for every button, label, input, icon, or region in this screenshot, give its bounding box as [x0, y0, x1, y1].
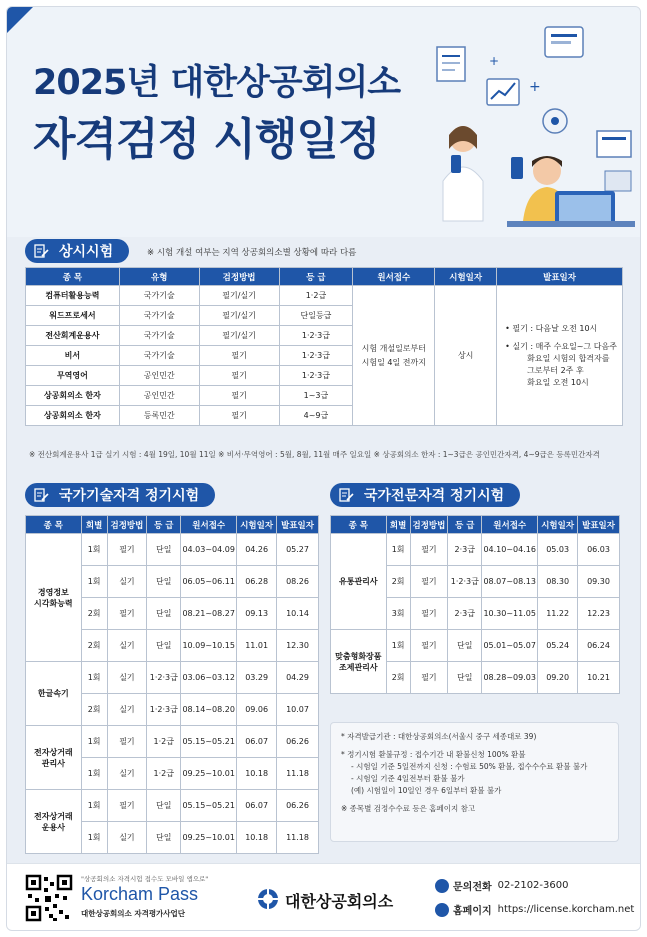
col-header: 종 목 [331, 516, 387, 534]
result: 10.07 [277, 694, 319, 726]
apply: 08.07~08.13 [482, 566, 538, 598]
notes-box [330, 722, 619, 842]
table-row [26, 726, 319, 758]
method: 필기 [107, 726, 147, 758]
poster [6, 6, 641, 931]
col-header: 종 목 [26, 268, 120, 286]
exam-name-line: 맞춤형화장품 [335, 651, 382, 661]
exam-type: 국가기술 [119, 326, 199, 346]
section-heading-national [25, 483, 215, 507]
round: 1회 [386, 534, 410, 566]
round: 1회 [81, 790, 107, 822]
exam-name: 비서 [26, 346, 120, 366]
method: 필기 [410, 598, 448, 630]
col-header: 유형 [119, 268, 199, 286]
section-heading-regular [25, 239, 129, 263]
exam-name: 전산회계운용사 [26, 326, 120, 346]
exam-name-line: 관리사 [41, 758, 65, 768]
apply: 06.05~06.11 [181, 566, 237, 598]
exam: 06.07 [237, 726, 277, 758]
note-line: (예) 시험일이 10일인 경우 6일부터 환불 불가 [351, 786, 502, 795]
table-header-row [26, 268, 623, 286]
exam-type: 국가기술 [119, 346, 199, 366]
method: 실기 [107, 662, 147, 694]
method: 필기 [107, 598, 147, 630]
document-pen-icon [33, 487, 49, 503]
col-header: 시험일자 [538, 516, 578, 534]
regular-note: ※ 시험 개설 여부는 지역 상공회의소별 상황에 따라 다름 [147, 248, 357, 258]
result: 06.26 [277, 790, 319, 822]
apply: 10.30~11.05 [482, 598, 538, 630]
result: 06.26 [277, 726, 319, 758]
col-header: 원서접수 [482, 516, 538, 534]
svg-text:+: + [529, 79, 541, 95]
result: 05.27 [277, 534, 319, 566]
method: 필기 [107, 534, 147, 566]
grade: 2·3급 [448, 534, 482, 566]
apply: 08.14~08.20 [181, 694, 237, 726]
apply: 08.28~09.03 [482, 662, 538, 694]
apply: 04.03~04.09 [181, 534, 237, 566]
result: 08.26 [277, 566, 319, 598]
table-header-row [26, 516, 319, 534]
col-header: 등 급 [279, 268, 353, 286]
table-row [26, 534, 319, 566]
col-header: 검정방법 [199, 268, 279, 286]
method: 필기 [107, 790, 147, 822]
method: 필기 [410, 534, 448, 566]
col-header: 발표일자 [497, 268, 623, 286]
exam-type: 등록민간 [119, 406, 199, 426]
exam-name: 상공회의소 한자 [26, 406, 120, 426]
result: 10.21 [578, 662, 620, 694]
col-header: 원서접수 [181, 516, 237, 534]
col-header: 발표일자 [578, 516, 620, 534]
exam-method: 필기/실기 [199, 306, 279, 326]
header [7, 7, 641, 237]
exam-grade: 1·2급 [279, 286, 353, 306]
footer [7, 863, 641, 931]
exam: 05.03 [538, 534, 578, 566]
exam-name: 워드프로세서 [26, 306, 120, 326]
apply-line: 시험 개설일로부터 [361, 343, 426, 353]
exam-name-line: 조제관리사 [339, 662, 378, 672]
table-row [331, 534, 620, 566]
result: 06.24 [578, 630, 620, 662]
kcci-logo-icon [257, 888, 279, 910]
exam-name-line: 경영정보 [37, 587, 69, 597]
grade: 단일 [147, 630, 181, 662]
grade: 단일 [147, 534, 181, 566]
exam-method: 필기 [199, 366, 279, 386]
exam-grade: 1·2·3급 [279, 346, 353, 366]
exam-method: 필기/실기 [199, 286, 279, 306]
note-line: * 정기시험 환불규정 : 접수기간 내 환불신청 100% 환불 [341, 750, 526, 759]
apply: 09.25~10.01 [181, 758, 237, 790]
exam-grade: 1·2·3급 [279, 326, 353, 346]
exam-name-line: 전자상거래 [34, 747, 73, 757]
result: 12.23 [578, 598, 620, 630]
document-pen-icon [338, 487, 354, 503]
method: 실기 [107, 566, 147, 598]
svg-text:+: + [489, 54, 500, 68]
grade: 1·2급 [147, 758, 181, 790]
note-line: * 자격발급기관 : 대한상공회의소(서울시 중구 세종대로 39) [341, 732, 537, 741]
apply: 08.21~08.27 [181, 598, 237, 630]
exam-name-line: 전자상거래 [34, 811, 73, 821]
apply: 05.01~05.07 [482, 630, 538, 662]
office-workers-illustration [427, 21, 637, 231]
method: 필기 [410, 566, 448, 598]
col-header: 등 급 [448, 516, 482, 534]
col-header: 회별 [386, 516, 410, 534]
exam-name-line: 시각화능력 [34, 598, 73, 608]
exam-grade: 단일등급 [279, 306, 353, 326]
result: 10.14 [277, 598, 319, 630]
method: 실기 [107, 822, 147, 854]
col-header: 등 급 [147, 516, 181, 534]
table-header-row [331, 516, 620, 534]
app-name[interactable]: Korcham Pass [81, 884, 199, 904]
exam-type: 공인민간 [119, 366, 199, 386]
apply-line: 시험일 4일 전까지 [361, 357, 426, 367]
result: 06.03 [578, 534, 620, 566]
method: 실기 [107, 694, 147, 726]
apply: 10.09~10.15 [181, 630, 237, 662]
round: 1회 [81, 566, 107, 598]
web-label: 홈페이지 [453, 906, 492, 917]
apply: 09.25~10.01 [181, 822, 237, 854]
exam-name [26, 662, 82, 726]
col-header: 발표일자 [277, 516, 319, 534]
professional-exam-table [330, 515, 620, 694]
exam-type: 공인민간 [119, 386, 199, 406]
exam-grade: 1·2·3급 [279, 366, 353, 386]
exam: 09.20 [538, 662, 578, 694]
result-date [497, 286, 623, 426]
app-org: 대한상공회의소 자격평가사업단 [81, 909, 186, 918]
exam: 04.26 [237, 534, 277, 566]
contact-web[interactable] [435, 902, 634, 917]
note-line: - 시험일 기준 5일전까지 신청 : 수험료 50% 환불, 접수수수료 환불 불가 [351, 762, 588, 771]
col-header: 종 목 [26, 516, 82, 534]
round: 1회 [81, 758, 107, 790]
exam-name [26, 534, 82, 662]
grade: 단일 [147, 598, 181, 630]
table-row [26, 790, 319, 822]
round: 1회 [386, 630, 410, 662]
exam: 06.28 [237, 566, 277, 598]
apply-period [353, 286, 435, 426]
col-header: 검정방법 [107, 516, 147, 534]
result: 12.30 [277, 630, 319, 662]
corner-accent [7, 7, 33, 33]
round: 1회 [81, 822, 107, 854]
exam: 10.18 [237, 758, 277, 790]
grade: 2·3급 [448, 598, 482, 630]
exam: 11.22 [538, 598, 578, 630]
result: 09.30 [578, 566, 620, 598]
grade: 1·2·3급 [448, 566, 482, 598]
round: 2회 [386, 566, 410, 598]
exam-type: 국가기술 [119, 286, 199, 306]
result-line: • 필기 : 다음날 오전 10시 [505, 323, 598, 333]
col-header: 회별 [81, 516, 107, 534]
grade: 1·2급 [147, 726, 181, 758]
exam-name-line: 유통관리사 [339, 577, 378, 586]
exam-method: 필기 [199, 346, 279, 366]
regular-exam-table [25, 267, 623, 426]
exam-name: 컴퓨터활용능력 [26, 286, 120, 306]
method: 필기 [410, 662, 448, 694]
result: 11.18 [277, 758, 319, 790]
result-line: • 실기 : 매주 수요일~그 다음주 [505, 341, 617, 351]
grade: 단일 [147, 822, 181, 854]
exam-name [26, 790, 82, 854]
round: 2회 [81, 630, 107, 662]
section-title-national: 국가기술자격 정기시험 [59, 488, 200, 504]
exam-name [331, 534, 387, 630]
exam-method: 필기/실기 [199, 326, 279, 346]
exam-name [331, 630, 387, 694]
round: 1회 [81, 726, 107, 758]
col-header: 원서접수 [353, 268, 435, 286]
apply: 03.06~03.12 [181, 662, 237, 694]
grade: 단일 [448, 630, 482, 662]
exam-name: 상공회의소 한자 [26, 386, 120, 406]
phone-icon [435, 879, 449, 893]
round: 3회 [386, 598, 410, 630]
round: 2회 [386, 662, 410, 694]
exam-name-line: 운용사 [41, 822, 65, 832]
web-url[interactable]: https://license.korcham.net [497, 904, 635, 915]
apply: 05.15~05.21 [181, 726, 237, 758]
exam: 10.18 [237, 822, 277, 854]
round: 1회 [81, 534, 107, 566]
apply: 05.15~05.21 [181, 790, 237, 822]
org-name: 대한상공회의소 [285, 892, 394, 911]
grade: 단일 [147, 566, 181, 598]
exam: 03.29 [237, 662, 277, 694]
exam-type: 국가기술 [119, 306, 199, 326]
exam-name: 무역영어 [26, 366, 120, 386]
title-year-org: 2025년 대한상공회의소 [33, 63, 401, 103]
exam: 06.07 [237, 790, 277, 822]
grade: 1·2·3급 [147, 694, 181, 726]
title-schedule: 자격검정 시행일정 [33, 114, 380, 165]
note-line: - 시험일 기준 4일전부터 환불 불가 [351, 774, 465, 783]
exam-name-line: 한글속기 [37, 689, 69, 698]
exam: 05.24 [538, 630, 578, 662]
exam-method: 필기 [199, 386, 279, 406]
exam-method: 필기 [199, 406, 279, 426]
round: 1회 [81, 662, 107, 694]
apply: 04.10~04.16 [482, 534, 538, 566]
result-line: 화요일 오전 10시 [527, 377, 589, 387]
method: 필기 [410, 630, 448, 662]
qr-code-icon[interactable] [25, 874, 73, 922]
exam: 11.01 [237, 630, 277, 662]
national-exam-table [25, 515, 319, 854]
section-heading-professional [330, 483, 520, 507]
exam: 09.06 [237, 694, 277, 726]
exam-grade: 4~9급 [279, 406, 353, 426]
method: 실기 [107, 630, 147, 662]
table-row [331, 630, 620, 662]
exam-grade: 1~3급 [279, 386, 353, 406]
note-line: ※ 종목별 검정수수료 등은 홈페이지 참고 [341, 804, 476, 813]
grade: 단일 [448, 662, 482, 694]
grade: 1·2·3급 [147, 662, 181, 694]
regular-footnote: ※ 전산회계운용사 1급 실기 시험 : 4월 19일, 10월 11일 ※ 비서·무역영어 : 5월, 8월, 11월 매주 일요일 ※ 상공회의소 한자 : 1~3급은 공인민간자격, 4~9급은 등록민간자격 [29, 450, 600, 459]
home-icon [435, 903, 449, 917]
result: 11.18 [277, 822, 319, 854]
result: 04.29 [277, 662, 319, 694]
app-tagline: "상공회의소 자격시험 접수도 모바일 앱으로" [81, 875, 209, 883]
col-header: 검정방법 [410, 516, 448, 534]
result-line: 화요일 시험의 합격자를 [527, 353, 610, 363]
col-header: 시험일자 [435, 268, 497, 286]
grade: 단일 [147, 790, 181, 822]
exam: 09.13 [237, 598, 277, 630]
round: 2회 [81, 694, 107, 726]
exam-name [26, 726, 82, 790]
section-title-regular: 상시시험 [59, 244, 114, 260]
document-pen-icon [33, 243, 49, 259]
round: 2회 [81, 598, 107, 630]
col-header: 시험일자 [237, 516, 277, 534]
exam-date: 상시 [435, 286, 497, 426]
exam: 08.30 [538, 566, 578, 598]
result-line: 그로부터 2주 후 [527, 365, 584, 375]
method: 실기 [107, 758, 147, 790]
section-title-professional: 국가전문자격 정기시험 [364, 488, 505, 504]
table-row [26, 286, 623, 306]
phone-number[interactable]: 02-2102-3600 [497, 880, 569, 891]
phone-label: 문의전화 [453, 882, 492, 893]
contact-phone[interactable] [435, 878, 568, 893]
table-row [26, 662, 319, 694]
